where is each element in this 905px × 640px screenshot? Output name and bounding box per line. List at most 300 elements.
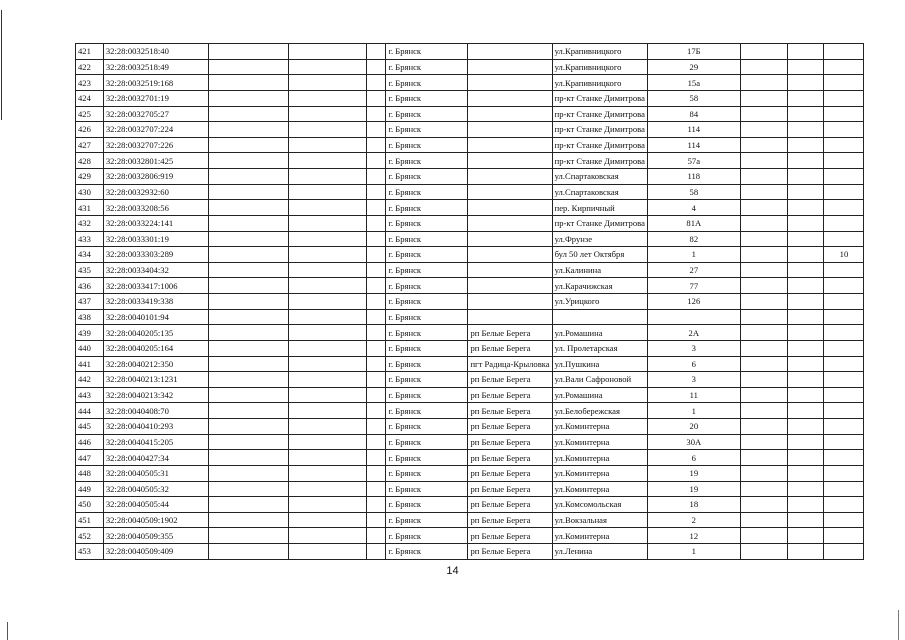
empty-cell [289,434,367,450]
empty-cell [289,184,367,200]
empty-cell [208,434,289,450]
table-row [76,294,905,310]
empty-cell [787,544,823,560]
empty-cell [367,247,386,263]
extra-value-cell [824,169,864,185]
extra-value-cell [824,44,864,60]
empty-cell [208,403,289,419]
row-number: 424 [76,90,104,106]
extra-value-cell [824,215,864,231]
extra-value-cell [824,340,864,356]
empty-cell [289,231,367,247]
empty-cell [367,465,386,481]
table-row [76,231,905,247]
extra-value-cell [824,75,864,91]
empty-cell [367,169,386,185]
empty-cell [740,325,787,341]
house-number: 3 [647,340,740,356]
street-cell: ул.Вокзальная [552,512,647,528]
extra-value-cell [824,122,864,138]
empty-cell [208,44,289,60]
row-number: 430 [76,184,104,200]
city-cell: г. Брянск [386,137,468,153]
settlement-cell: рп Белые Берега [468,481,552,497]
street-cell: ул.Вали Сафроновой [552,372,647,388]
cadastral-number: 32:28:0040505:44 [103,497,208,513]
empty-cell [787,528,823,544]
street-cell: ул.Комсомольская [552,497,647,513]
cadastral-number: 32:28:0033404:32 [103,262,208,278]
empty-cell [367,544,386,560]
empty-cell [367,497,386,513]
table-row [76,184,905,200]
extra-value-cell [824,528,864,544]
street-cell [552,309,647,325]
extra-value-cell [824,184,864,200]
house-number: 17Б [647,44,740,60]
extra-value-cell [824,278,864,294]
table-row [76,528,905,544]
settlement-cell [468,231,552,247]
row-number: 434 [76,247,104,263]
empty-cell [208,528,289,544]
table-row [76,465,905,481]
table-row [76,372,905,388]
table-row [76,403,905,419]
empty-cell [289,387,367,403]
city-cell: г. Брянск [386,372,468,388]
city-cell: г. Брянск [386,325,468,341]
street-cell: пр-кт Станке Димитрова [552,153,647,169]
empty-cell [208,184,289,200]
table-row [76,434,905,450]
city-cell: г. Брянск [386,419,468,435]
empty-cell [367,90,386,106]
empty-cell [289,44,367,60]
cadastral-number: 32:28:0032801:425 [103,153,208,169]
street-cell: ул.Урицкого [552,294,647,310]
house-number: 58 [647,90,740,106]
house-number: 2 [647,512,740,528]
row-number: 446 [76,434,104,450]
row-number: 429 [76,169,104,185]
table-row [76,419,905,435]
empty-cell [367,512,386,528]
house-number: 18 [647,497,740,513]
empty-cell [367,215,386,231]
empty-cell [787,403,823,419]
row-number: 437 [76,294,104,310]
street-cell: ул.Крапивницкого [552,75,647,91]
street-cell: ул.Коминтерна [552,434,647,450]
empty-cell [740,75,787,91]
row-number: 450 [76,497,104,513]
house-number: 126 [647,294,740,310]
empty-cell [740,528,787,544]
empty-cell [289,372,367,388]
house-number: 58 [647,184,740,200]
cadastral-number: 32:28:0032932:60 [103,184,208,200]
row-number: 422 [76,59,104,75]
city-cell: г. Брянск [386,528,468,544]
empty-cell [740,450,787,466]
empty-cell [367,137,386,153]
cadastral-number: 32:28:0033301:19 [103,231,208,247]
empty-cell [740,434,787,450]
empty-cell [208,309,289,325]
street-cell: ул.Коминтерна [552,450,647,466]
city-cell: г. Брянск [386,278,468,294]
cadastral-number: 32:28:0040213:1231 [103,372,208,388]
settlement-cell [468,247,552,263]
table-row [76,309,905,325]
empty-cell [208,481,289,497]
street-cell: пр-кт Станке Димитрова [552,122,647,138]
empty-cell [787,122,823,138]
scan-edge-left-bottom [7,622,8,640]
cadastral-number: 32:28:0033303:289 [103,247,208,263]
table-row [76,497,905,513]
empty-cell [208,169,289,185]
table-row [76,325,905,341]
empty-cell [367,106,386,122]
city-cell: г. Брянск [386,309,468,325]
settlement-cell [468,106,552,122]
row-number: 452 [76,528,104,544]
empty-cell [787,200,823,216]
empty-cell [289,497,367,513]
empty-cell [367,403,386,419]
empty-cell [787,262,823,278]
empty-cell [367,294,386,310]
empty-cell [289,544,367,560]
empty-cell [367,340,386,356]
scan-edge-left [1,10,2,120]
city-cell: г. Брянск [386,200,468,216]
empty-cell [289,512,367,528]
page-number: 14 [446,565,459,577]
city-cell: г. Брянск [386,184,468,200]
settlement-cell: рп Белые Берега [468,372,552,388]
row-number: 444 [76,403,104,419]
cadastral-number: 32:28:0033208:56 [103,200,208,216]
house-number: 1 [647,247,740,263]
house-number: 6 [647,356,740,372]
settlement-cell [468,309,552,325]
row-number: 439 [76,325,104,341]
city-cell: г. Брянск [386,44,468,60]
empty-cell [289,528,367,544]
empty-cell [740,169,787,185]
street-cell: ул.Коминтерна [552,481,647,497]
row-number: 440 [76,340,104,356]
street-cell: ул.Коминтерна [552,419,647,435]
empty-cell [787,309,823,325]
empty-cell [367,528,386,544]
empty-cell [787,184,823,200]
city-cell: г. Брянск [386,387,468,403]
settlement-cell [468,153,552,169]
street-cell: ул.Коминтерна [552,465,647,481]
settlement-cell [468,75,552,91]
city-cell: г. Брянск [386,215,468,231]
table-row [76,340,905,356]
street-cell: ул.Калинина [552,262,647,278]
empty-cell [289,106,367,122]
empty-cell [740,106,787,122]
empty-cell [740,465,787,481]
extra-value-cell [824,90,864,106]
house-number: 118 [647,169,740,185]
empty-cell [787,372,823,388]
table-row [76,169,905,185]
empty-cell [208,75,289,91]
street-cell: ул.Спартаковская [552,184,647,200]
table-row [76,450,905,466]
cadastral-number: 32:28:0040415:205 [103,434,208,450]
house-number: 57а [647,153,740,169]
empty-cell [787,294,823,310]
empty-cell [367,434,386,450]
empty-cell [367,419,386,435]
settlement-cell [468,137,552,153]
table-row [76,262,905,278]
settlement-cell [468,122,552,138]
house-number: 15а [647,75,740,91]
settlement-cell [468,215,552,231]
cadastral-number: 32:28:0040505:31 [103,465,208,481]
extra-value-cell [824,106,864,122]
row-number: 433 [76,231,104,247]
street-cell: ул.Пушкина [552,356,647,372]
empty-cell [740,122,787,138]
empty-cell [787,450,823,466]
extra-value-cell [824,356,864,372]
table-row [76,90,905,106]
city-cell: г. Брянск [386,106,468,122]
empty-cell [740,309,787,325]
cadastral-number: 32:28:0033224:141 [103,215,208,231]
empty-cell [740,278,787,294]
empty-cell [289,325,367,341]
house-number: 20 [647,419,740,435]
house-number: 11 [647,387,740,403]
row-number: 445 [76,419,104,435]
empty-cell [740,153,787,169]
empty-cell [367,481,386,497]
cadastral-number: 32:28:0032701:19 [103,90,208,106]
settlement-cell [468,44,552,60]
row-number: 421 [76,44,104,60]
extra-value-cell [824,262,864,278]
house-number: 114 [647,137,740,153]
empty-cell [740,512,787,528]
empty-cell [787,247,823,263]
house-number: 82 [647,231,740,247]
empty-cell [787,387,823,403]
empty-cell [740,497,787,513]
settlement-cell: рп Белые Берега [468,340,552,356]
empty-cell [208,59,289,75]
street-cell: пр-кт Станке Димитрова [552,90,647,106]
empty-cell [787,434,823,450]
cadastral-number: 32:28:0032806:919 [103,169,208,185]
empty-cell [787,137,823,153]
empty-cell [289,200,367,216]
street-cell: пер. Кирпичный [552,200,647,216]
street-cell: пр-кт Станке Димитрова [552,106,647,122]
extra-value-cell [824,387,864,403]
row-number: 428 [76,153,104,169]
table-row [76,122,905,138]
empty-cell [208,200,289,216]
house-number: 19 [647,465,740,481]
street-cell: ул.Ромашина [552,325,647,341]
cadastral-number: 32:28:0040205:135 [103,325,208,341]
street-cell: ул.Карачижская [552,278,647,294]
row-number: 427 [76,137,104,153]
table-row [76,481,905,497]
city-cell: г. Брянск [386,231,468,247]
empty-cell [787,59,823,75]
settlement-cell [468,262,552,278]
empty-cell [289,465,367,481]
row-number: 448 [76,465,104,481]
house-number: 84 [647,106,740,122]
house-number: 19 [647,481,740,497]
cadastral-number: 32:28:0040101:94 [103,309,208,325]
house-number: 3 [647,372,740,388]
empty-cell [208,325,289,341]
empty-cell [208,512,289,528]
empty-cell [289,137,367,153]
street-cell: ул.Коминтерна [552,528,647,544]
empty-cell [208,262,289,278]
house-number: 1 [647,403,740,419]
cadastral-number: 32:28:0040505:32 [103,481,208,497]
table-row [76,387,905,403]
empty-cell [787,419,823,435]
extra-value-cell [824,481,864,497]
table-row [76,215,905,231]
empty-cell [289,309,367,325]
empty-cell [289,90,367,106]
empty-cell [787,231,823,247]
house-number: 77 [647,278,740,294]
cadastral-number: 32:28:0040212:350 [103,356,208,372]
house-number: 6 [647,450,740,466]
empty-cell [367,153,386,169]
city-cell: г. Брянск [386,75,468,91]
empty-cell [289,75,367,91]
street-cell: ул.Спартаковская [552,169,647,185]
empty-cell [367,44,386,60]
settlement-cell [468,184,552,200]
settlement-cell: рп Белые Берега [468,450,552,466]
empty-cell [208,215,289,231]
empty-cell [740,247,787,263]
street-cell: ул.Фрунзе [552,231,647,247]
empty-cell [787,356,823,372]
extra-value-cell [824,434,864,450]
house-number: 114 [647,122,740,138]
empty-cell [208,294,289,310]
empty-cell [787,278,823,294]
settlement-cell [468,200,552,216]
empty-cell [740,184,787,200]
empty-cell [787,497,823,513]
street-cell: ул.Крапивницкого [552,44,647,60]
extra-value-cell [824,137,864,153]
empty-cell [208,231,289,247]
empty-cell [289,122,367,138]
empty-cell [289,247,367,263]
city-cell: г. Брянск [386,544,468,560]
cadastral-number: 32:28:0040408:70 [103,403,208,419]
cadastral-number: 32:28:0032705:27 [103,106,208,122]
settlement-cell [468,169,552,185]
settlement-cell: рп Белые Берега [468,512,552,528]
cadastral-number: 32:28:0040410:293 [103,419,208,435]
settlement-cell: рп Белые Берега [468,325,552,341]
table-row [76,544,905,560]
empty-cell [740,294,787,310]
row-number: 431 [76,200,104,216]
city-cell: г. Брянск [386,169,468,185]
house-number: 29 [647,59,740,75]
empty-cell [740,44,787,60]
street-cell: ул. Пролетарская [552,340,647,356]
city-cell: г. Брянск [386,262,468,278]
empty-cell [367,262,386,278]
extra-value-cell [824,325,864,341]
table-row [76,278,905,294]
empty-cell [208,465,289,481]
street-cell: пр-кт Станке Димитрова [552,215,647,231]
settlement-cell: рп Белые Берега [468,544,552,560]
empty-cell [289,481,367,497]
house-number: 1 [647,544,740,560]
city-cell: г. Брянск [386,434,468,450]
empty-cell [367,372,386,388]
city-cell: г. Брянск [386,153,468,169]
table-row [76,247,905,263]
extra-value-cell [824,200,864,216]
empty-cell [367,184,386,200]
registry-table [75,43,905,560]
extra-value-cell [824,294,864,310]
settlement-cell [468,90,552,106]
empty-cell [740,419,787,435]
empty-cell [208,450,289,466]
empty-cell [367,278,386,294]
cadastral-number: 32:28:0032518:49 [103,59,208,75]
empty-cell [208,247,289,263]
table-body [76,44,905,560]
empty-cell [208,372,289,388]
empty-cell [787,75,823,91]
row-number: 442 [76,372,104,388]
empty-cell [787,169,823,185]
street-cell: ул.Белобережская [552,403,647,419]
cadastral-number: 32:28:0032707:226 [103,137,208,153]
street-cell: ул.Ленина [552,544,647,560]
table-row [76,356,905,372]
empty-cell [289,450,367,466]
empty-cell [289,153,367,169]
empty-cell [289,215,367,231]
house-number: 30А [647,434,740,450]
